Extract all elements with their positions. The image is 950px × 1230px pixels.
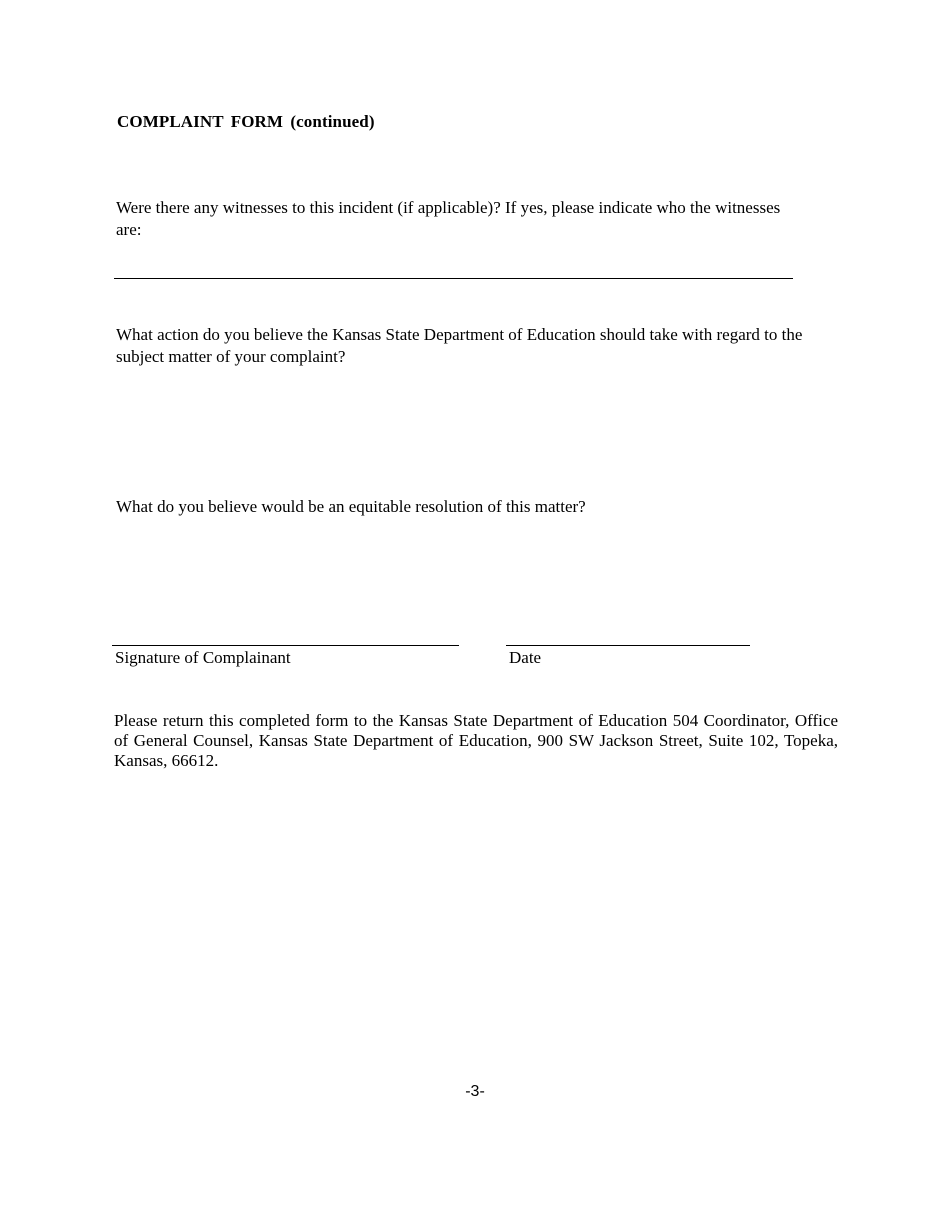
page-number: -3-: [465, 1083, 485, 1100]
date-line: [506, 645, 750, 646]
form-title: COMPLAINT FORM (continued): [117, 112, 375, 131]
return-instructions: Please return this completed form to the Kansas State Department of Education 504 Coordinator, Office of General Counsel, Kansas State Department of Education, 900 SW Jackson Street, Suite 102, Topeka, Kansas, 66612.: [114, 711, 838, 770]
date-label: Date: [509, 648, 542, 667]
signature-line: [112, 645, 459, 646]
question-witnesses: Were there any witnesses to this incident (if applicable)? If yes, please indicate who the witnesses are:: [116, 198, 781, 239]
signature-label: Signature of Complainant: [115, 648, 291, 667]
witnesses-answer-line: [114, 278, 793, 279]
question-action: What action do you believe the Kansas State Department of Education should take with regard to the subject matter of your complaint?: [116, 325, 803, 366]
question-resolution: What do you believe would be an equitable resolution of this matter?: [116, 497, 586, 516]
